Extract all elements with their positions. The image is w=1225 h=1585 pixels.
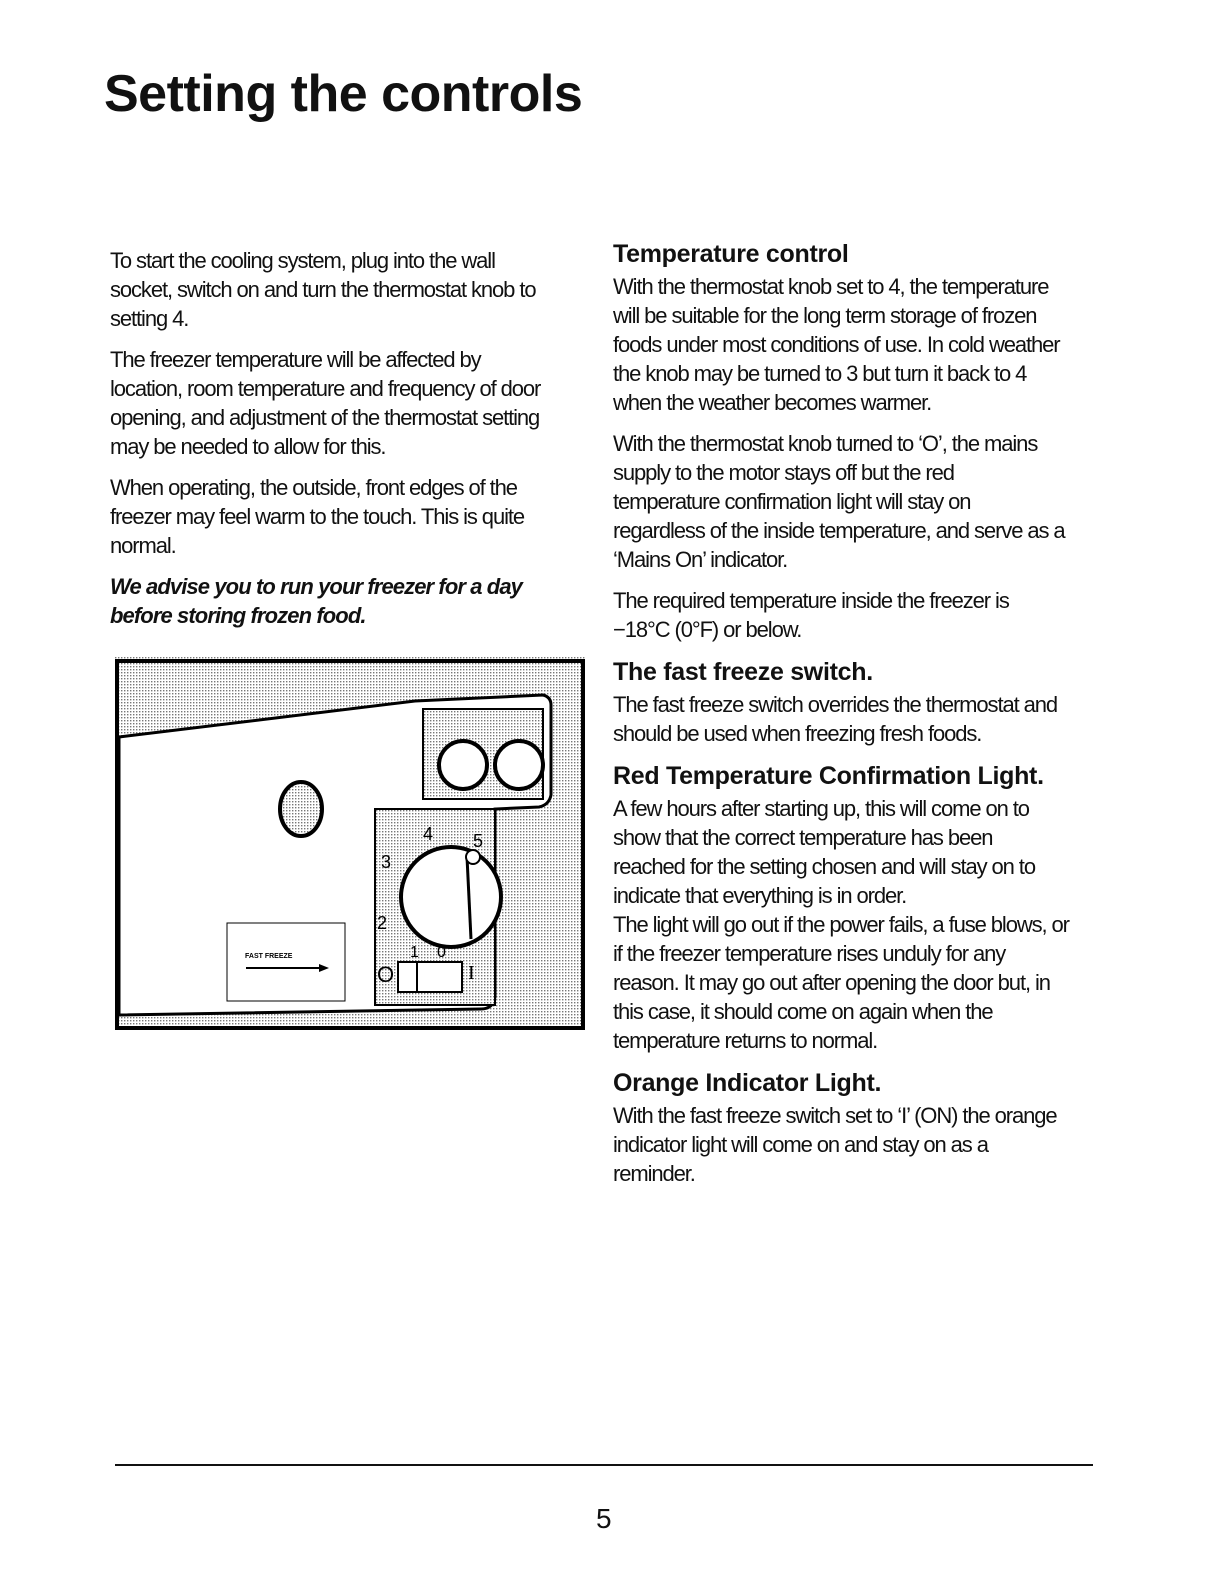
text-line: setting 4. bbox=[110, 306, 189, 331]
text-line: temperature returns to normal. bbox=[613, 1028, 878, 1053]
red-light-icon bbox=[439, 741, 487, 789]
paragraph bbox=[110, 345, 580, 461]
door-lock-icon bbox=[280, 782, 322, 836]
text-line: temperature confirmation light will stay on bbox=[613, 489, 971, 514]
text-line: supply to the motor stays off but the red bbox=[613, 460, 954, 485]
section-heading: Temperature control bbox=[613, 240, 849, 268]
fast-freeze-switch bbox=[398, 962, 462, 992]
text-line: The fast freeze switch overrides the thermostat and bbox=[613, 692, 1058, 717]
section-heading: Red Temperature Confirmation Light. bbox=[613, 762, 1044, 790]
dial-number: 5 bbox=[473, 831, 484, 851]
section-heading: Orange Indicator Light. bbox=[613, 1069, 882, 1097]
text-line: indicator light will come on and stay on as a bbox=[613, 1132, 988, 1157]
text-line: indicate that everything is in order. bbox=[613, 883, 907, 908]
text-line: With the thermostat knob turned to ‘O’, the mains bbox=[613, 431, 1038, 456]
paragraph bbox=[110, 246, 580, 333]
control-panel-illustration bbox=[115, 657, 585, 1030]
text-line: reminder. bbox=[613, 1161, 695, 1186]
paragraph bbox=[613, 586, 1093, 644]
paragraph bbox=[110, 473, 580, 560]
dial-number: 4 bbox=[423, 824, 434, 844]
paragraph bbox=[613, 272, 1093, 417]
text-line: We advise you to run your freezer for a day bbox=[110, 574, 523, 599]
text-line: may be needed to allow for this. bbox=[110, 434, 386, 459]
page-title: Setting the controls bbox=[104, 65, 583, 123]
text-line: if the freezer temperature rises unduly for any bbox=[613, 941, 1006, 966]
switch-on-label: I bbox=[468, 962, 475, 984]
dial-number: 3 bbox=[381, 852, 392, 872]
text-line: when the weather becomes warmer. bbox=[613, 390, 932, 415]
dial-number: 2 bbox=[377, 913, 388, 933]
text-line: location, room temperature and frequency of door bbox=[110, 376, 541, 401]
text-line: freezer may feel warm to the touch. This is quite bbox=[110, 504, 525, 529]
text-line: reached for the setting chosen and will stay on to bbox=[613, 854, 1035, 879]
text-line: The light will go out if the power fails, a fuse blows, or bbox=[613, 912, 1069, 937]
text-line: show that the correct temperature has been bbox=[613, 825, 993, 850]
section-heading: The fast freeze switch. bbox=[613, 658, 873, 686]
text-line: To start the cooling system, plug into the wall bbox=[110, 248, 495, 273]
text-line: −18°C (0°F) or below. bbox=[613, 617, 802, 642]
text-line: before storing frozen food. bbox=[110, 603, 366, 628]
text-line: will be suitable for the long term storage of frozen bbox=[613, 303, 1037, 328]
text-line: The freezer temperature will be affected by bbox=[110, 347, 481, 372]
text-line: the knob may be turned to 3 but turn it back to 4 bbox=[613, 361, 1027, 386]
text-line: A few hours after starting up, this will come on to bbox=[613, 796, 1029, 821]
footer-divider bbox=[115, 1464, 1093, 1466]
text-line: socket, switch on and turn the thermostat knob to bbox=[110, 277, 536, 302]
text-line: regardless of the inside temperature, and serve as a bbox=[613, 518, 1065, 543]
paragraph bbox=[613, 910, 1093, 1055]
paragraph bbox=[613, 1101, 1093, 1188]
thermostat-knob bbox=[401, 847, 501, 947]
text-line: With the fast freeze switch set to ‘I’ (ON) the orange bbox=[613, 1103, 1057, 1128]
left-column bbox=[110, 246, 580, 642]
paragraph bbox=[613, 794, 1093, 910]
page-number: 5 bbox=[596, 1503, 612, 1534]
advice-paragraph bbox=[110, 572, 580, 630]
right-column bbox=[613, 238, 1093, 1200]
text-line: reason. It may go out after opening the door but, in bbox=[613, 970, 1050, 995]
text-line: ‘Mains On’ indicator. bbox=[613, 547, 788, 572]
text-line: The required temperature inside the freezer is bbox=[613, 588, 1009, 613]
fast-freeze-label: FAST FREEZE bbox=[245, 953, 293, 960]
paragraph bbox=[613, 429, 1093, 574]
dial-number: 0 bbox=[437, 944, 446, 961]
text-line: normal. bbox=[110, 533, 176, 558]
switch-off-label: O bbox=[377, 962, 395, 987]
text-line: should be used when freezing fresh foods. bbox=[613, 721, 982, 746]
paragraph bbox=[613, 690, 1093, 748]
text-line: foods under most conditions of use. In cold weather bbox=[613, 332, 1060, 357]
text-line: opening, and adjustment of the thermostat setting bbox=[110, 405, 540, 430]
dial-number: 1 bbox=[410, 944, 419, 961]
orange-light-icon bbox=[495, 741, 543, 789]
text-line: this case, it should come on again when the bbox=[613, 999, 993, 1024]
text-line: With the thermostat knob set to 4, the temperature bbox=[613, 274, 1049, 299]
text-line: When operating, the outside, front edges of the bbox=[110, 475, 517, 500]
fast-freeze-label-plate bbox=[227, 923, 345, 1001]
